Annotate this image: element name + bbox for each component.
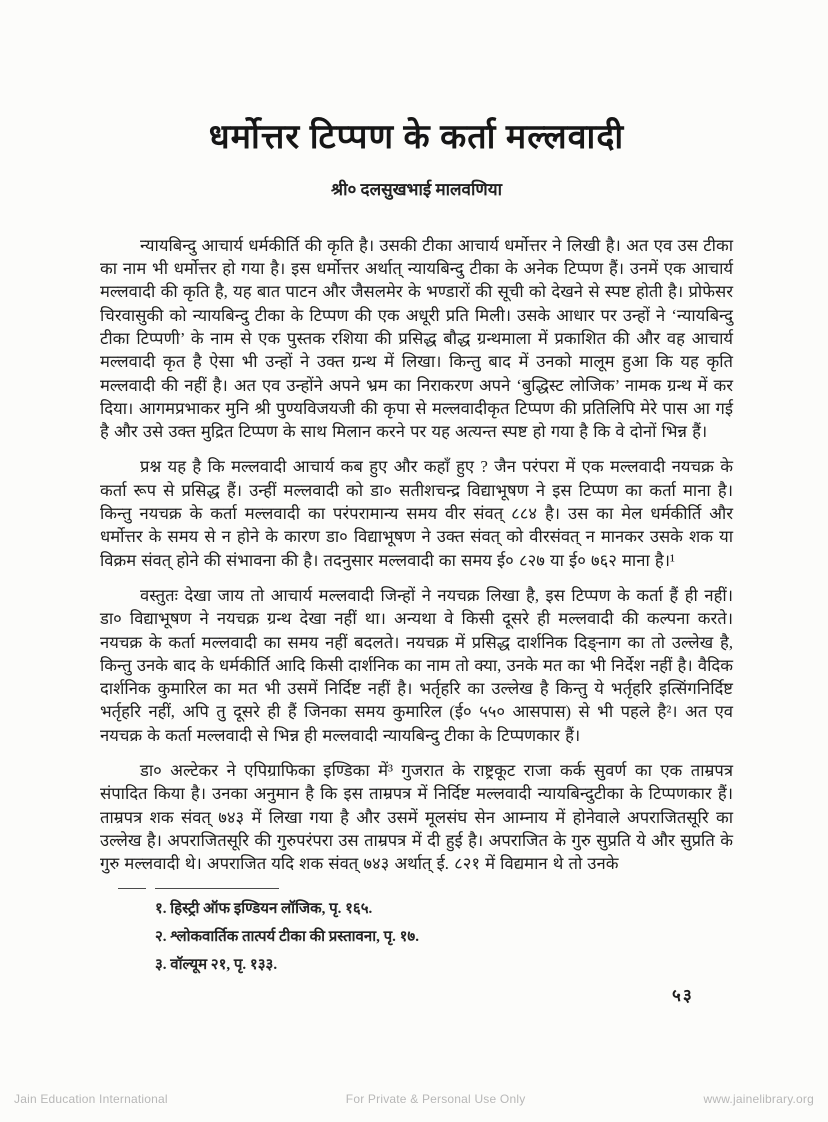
body-paragraph: प्रश्न यह है कि मल्लवादी आचार्य कब हुए और कहाँ हुए ? जैन परंपरा में एक मल्लवादी नयचक्र के कर्ता रूप से प्रसिद्ध हैं। उन्हीं मल्लवादी को डा० सतीशचन्द्र विद्याभूषण ने इस टिप्पण का कर्ता माना है। किन्तु नयचक्र के कर्ता मल्लवादी का परंपरामान्य समय वीर संवत् ८८४ है। उस का मेल धर्मकीर्ति और धर्मोत्तर के समय से न होने के कारण डा० विद्याभूषण ने उक्त संवत् को वीरसंवत् न मानकर उसके शक या विक्रम संवत् होने की संभावना की है। तदनुसार मल्लवादी का समय ई० ८२७ या ई० ७६२ माना है।¹: [100, 457, 733, 570]
scan-footer: [0, 1092, 828, 1106]
footnote-divider-segment: [118, 888, 146, 889]
document-title: धर्मोत्तर टिप्पण के कर्ता मल्लवादी: [208, 119, 625, 156]
document-body: [100, 234, 733, 876]
document-author: श्री० दलसुखभाई मालवणिया: [331, 179, 502, 199]
footer-usage-notice: For Private & Personal Use Only: [345, 1092, 526, 1106]
body-paragraph: डा० अल्टेकर ने एपिग्राफिका इण्डिका में³ गुजरात के राष्ट्रकूट राजा कर्क सुवर्ण का एक ताम्रपत्र संपादित किया है। उनका अनुमान है कि इस ताम्रपत्र में निर्दिष्ट मल्लवादी न्यायबिन्दुटीका के टिप्पणकार हैं। ताम्रपत्र शक संवत् ७४३ में लिखा गया है और उसमें मूलसंघ सेन आम्नाय में होनेवाले अपराजितसूरि का उल्लेख है। अपराजितसूरि की गुरुपरंपरा उस ताम्रपत्र में दी हुई है। अपराजित के गुरु सुप्रति ये और सुप्रति के गुरु मल्लवादी थे। अपराजित यदि शक संवत् ७४३ अर्थात् ई. ८२१ में विद्यमान थे तो उनके: [100, 761, 733, 874]
footnote-item: ३. वॉल्यूम २१, पृ. १३३.: [155, 956, 278, 973]
footer-website: www.jainelibrary.org: [703, 1092, 814, 1106]
footnotes-block: [155, 895, 828, 979]
footnote-item: १. हिस्ट्री ऑफ इण्डियन लॉजिक, पृ. १६५.: [155, 900, 373, 917]
body-paragraph: वस्तुतः देखा जाय तो आचार्य मल्लवादी जिन्हों ने नयचक्र लिखा है, इस टिप्पण के कर्ता हैं ही नहीं। डा० विद्याभूषण ने नयचक्र ग्रन्थ देखा नहीं था। अन्यथा वे किसी दूसरे ही मल्लवादी की कल्पना करते। नयचक्र के कर्ता मल्लवादी का समय नहीं बदलते। नयचक्र में प्रसिद्ध दार्शनिक दिङ्नाग का तो उल्लेख है, किन्तु उनके बाद के धर्मकीर्ति आदि किसी दार्शनिक का नाम तो क्या, उनके मत का भी निर्देश नहीं है। वैदिक दार्शनिक कुमारिल का मत भी उसमें निर्दिष्ट नहीं है। भर्तृहरि का उल्लेख है किन्तु ये भर्तृहरि इत्सिंगनिर्दिष्ट भर्तृहरि नहीं, अपि तु दूसरे ही हैं जिनका समय कुमारिल (ई० ५५० आसपास) से भी पहले है²। अत एव नयचक्र के कर्ता मल्लवादी से भिन्न ही मल्लवादी न्यायबिन्दु टीका के टिप्पणकार हैं।: [100, 585, 733, 745]
footnote-divider: [118, 888, 828, 889]
footer-publisher: Jain Education International: [14, 1092, 168, 1106]
footnote-divider-segment: [155, 888, 279, 889]
page-number: ५३: [672, 986, 694, 1005]
body-paragraph: न्यायबिन्दु आचार्य धर्मकीर्ति की कृति है। उसकी टीका आचार्य धर्मोत्तर ने लिखी है। अत एव उस टीका का नाम भी धर्मोत्तर हो गया है। इस धर्मोत्तर अर्थात् न्यायबिन्दु टीका के अनेक टिप्पण हैं। उनमें एक आचार्य मल्लवादी की कृति है, यह बात पाटन और जैसलमेर के भण्डारों की सूची को देखने से स्पष्ट होती है। प्रोफेसर चिरवासुकी को न्यायबिन्दु टीका के टिप्पण की एक अधूरी प्रति मिली। उसके आधार पर उन्हों ने ‘न्यायबिन्दु टीका टिप्पणी’ के नाम से एक पुस्तक रशिया की प्रसिद्ध बौद्ध ग्रन्थमाला में प्रकाशित की और वह आचार्य मल्लवादी कृत है ऐसा भी उन्हों ने उक्त ग्रन्थ में लिखा। किन्तु बाद में उनको मालूम हुआ कि यह कृति मल्लवादी की नहीं है। अत एव उन्होंने अपने भ्रम का निराकरण अपने ‘बुद्धिस्ट लोजिक’ नामक ग्रन्थ में कर दिया। आगमप्रभाकर मुनि श्री पुण्यविजयजी की कृपा से मल्लवादीकृत टिप्पण की प्रतिलिपि मेरे पास आ गई है और उसे उक्त मुद्रित टिप्पण के साथ मिलान करने पर यह अत्यन्त स्पष्ट हो गया है कि वे दोनों भिन्न हैं।: [100, 235, 733, 442]
footnote-item: २. श्लोकवार्तिक तात्पर्य टीका की प्रस्तावना, पृ. १७.: [155, 928, 419, 945]
